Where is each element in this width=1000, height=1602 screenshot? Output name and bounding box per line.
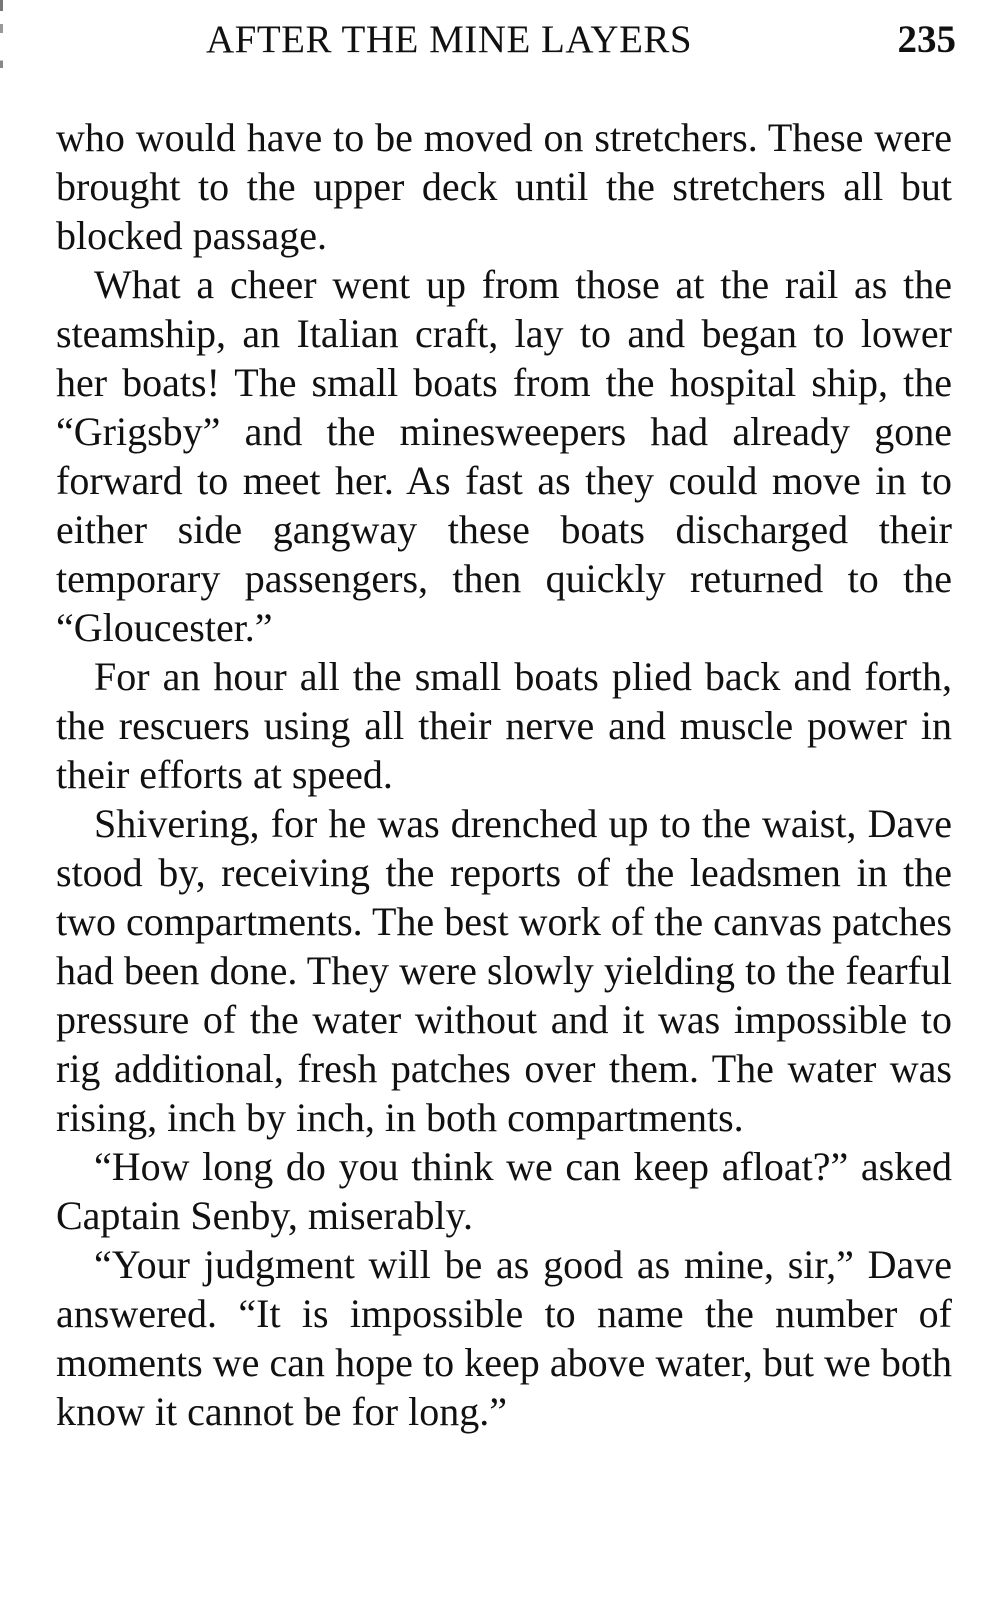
running-title: AFTER THE MINE LAYERS — [206, 18, 693, 61]
paragraph: “Your judgment will be as good as mine, sir,” Dave answered. “It is impossible to name the number of moments we can hope to keep above water, but we both know it cannot be for long.” — [56, 1242, 952, 1434]
paragraph: For an hour all the small boats plied back and forth, the rescuers using all their nerve and muscle power in their efforts at speed. — [56, 654, 952, 797]
body-text — [56, 113, 952, 1436]
page-number: 235 — [897, 18, 956, 61]
paragraph: “How long do you think we can keep afloat?” asked Captain Senby, miserably. — [56, 1144, 952, 1238]
page-edge-mark — [0, 0, 3, 110]
paragraph: Shivering, for he was drenched up to the waist, Dave stood by, receiving the reports of the leadsmen in the two compartments. The best work of the canvas patches had been done. They were slowly yielding to the fearful pressure of the water without and it was impossible to rig additional, fresh patches over them. The water was rising, inch by inch, in both compartments. — [56, 801, 952, 1140]
page-header — [56, 14, 956, 66]
paragraph: What a cheer went up from those at the rail as the steamship, an Italian craft, lay to and began to lower her boats! The small boats from the hospital ship, the “Grigsby” and the minesweepers had already gone forward to meet her. As fast as they could move in to either side gangway these boats discharged their temporary passengers, then quickly returned to the “Gloucester.” — [56, 262, 952, 650]
paragraph-continuation: who would have to be moved on stretchers. These were brought to the upper deck until the stretchers all but blocked passage. — [56, 115, 952, 258]
